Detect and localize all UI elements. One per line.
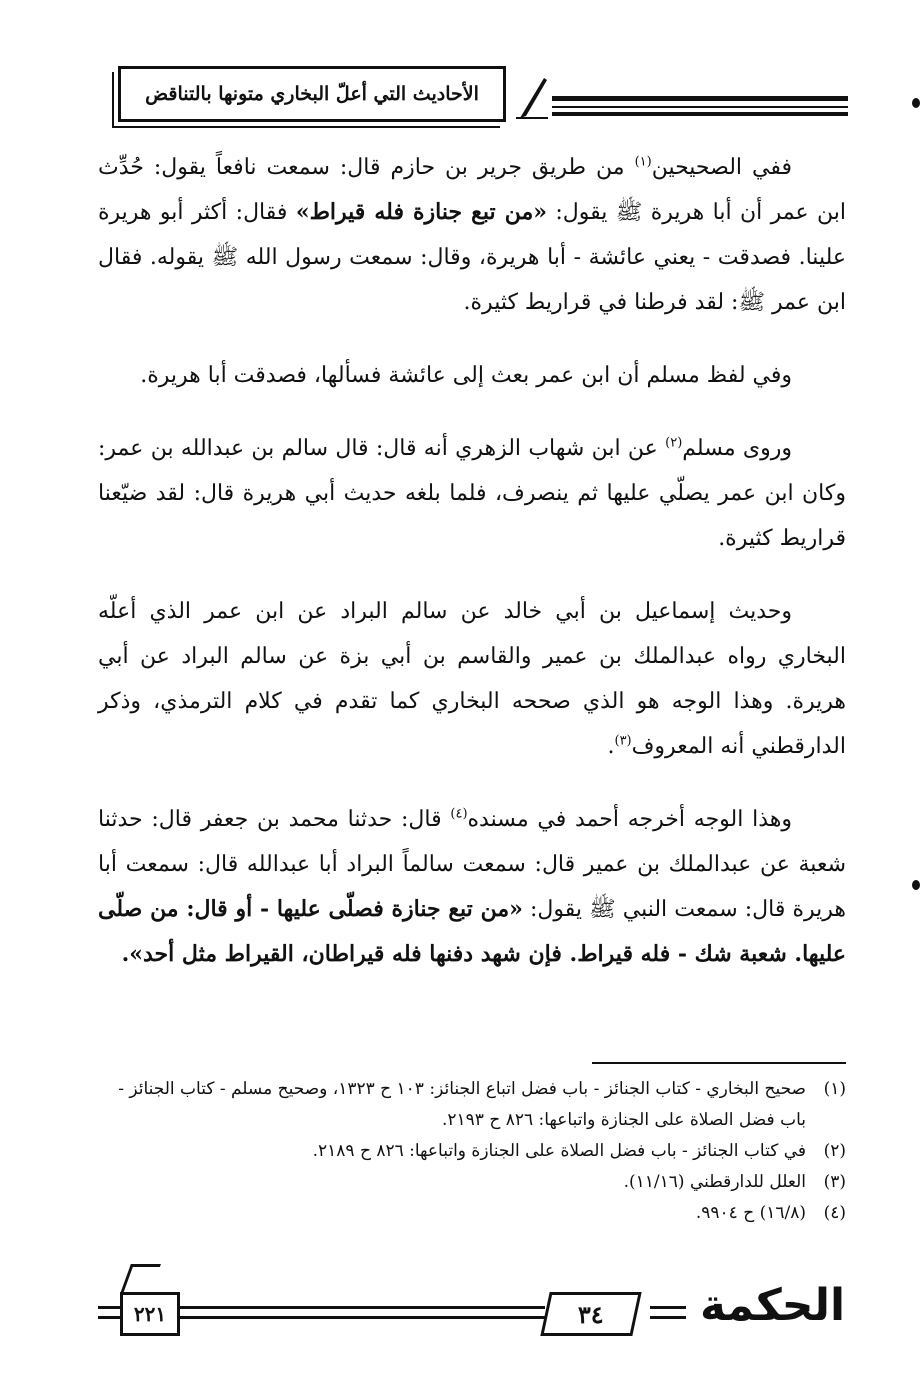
running-header-title: الأحاديث التي أعلّ البخاري متونها بالتناقض [118,66,506,122]
footnote-number: (١) [823,1079,846,1099]
footnote [98,1136,846,1167]
footer-rule-mid [180,1306,545,1309]
page-number: ٢٢١ [120,1292,180,1336]
header-rule-thin [552,106,848,108]
footer-rule-left [98,1306,120,1309]
main-text [98,145,846,1005]
footnote-number: (٤) [823,1203,846,1223]
footnote-text: في كتاب الجنائز - باب فضل الصلاة على الجنازة واتباعها: ٨٢٦ ح ٢١٨٩. [312,1141,806,1161]
paragraph: وروى مسلم$^{(٢)}$ عن ابن شهاب الزهري أنه قال: قال سالم بن عبدالله بن عمر: وكان ابن عمر يصلّي عليها ثم ينصرف، فلما بلغه حديث أبي هريرة قال: لقد ضيّعنا قراريط كثيرة. [98,435,846,551]
paragraph: ففي الصحيحين$^{(١)}$ من طريق جرير بن حازم قال: سمعت نافعاً يقول: حُدِّث ابن عمر أن أبا هريرة ﷺ يقول: «من تبع جنازة فله قيراط» فقال: أكثر أبو هريرة علينا. فصدقت - يعني عائشة - أبا هريرة، وقال: سمعت رسول الله ﷺ يقوله. فقال ابن عمر ﷺ: لقد فرطنا في قراريط كثيرة. [98,154,847,315]
footnote-number: (٢) [823,1141,846,1161]
paragraph: وحديث إسماعيل بن أبي خالد عن سالم البراد عن ابن عمر الذي أعلّه البخاري رواه عبدالملك بن عمير والقاسم بن أبي بزة عن سالم البراد عن أبي هريرة. وهذا الوجه هو الذي صححه البخاري كما تقدم في كلام الترمذي، وذكر الدارقطني أنه المعروف$^{(٣)}$. [98,599,846,759]
footer-rule-right-2 [650,1316,686,1319]
footnote-number: (٣) [823,1172,846,1192]
footer-rule-left-2 [98,1316,120,1319]
header-rule-lower [552,112,848,116]
footnote-text: (١٦/٨) ح ٩٩٠٤. [695,1203,806,1223]
footnote [98,1167,846,1198]
paragraph: وفي لفظ مسلم أن ابن عمر بعث إلى عائشة فسألها، فصدقت أبا هريرة. [140,363,792,388]
issue-number-box [540,1292,641,1336]
issue-number: ٣٤ [578,1299,604,1329]
margin-mark [912,98,920,108]
footnote-text: صحيح البخاري - كتاب الجنائز - باب فضل اتباع الجنائز: ١٠٣ ح ١٣٢٣، وصحيح مسلم - كتاب الجنائز - باب فضل الصلاة على الجنازة واتباعها: ٨٢٦ ح ٢١٩٣. [118,1079,806,1130]
paragraph: وهذا الوجه أخرجه أحمد في مسنده$^{(٤)}$ قال: حدثنا محمد بن جعفر قال: حدثنا شعبة عن عبدالملك بن عمير قال: سمعت سالماً البراد أبا عبدالله قال: سمعت أبا هريرة قال: سمعت النبي ﷺ يقول: «من تبع جنازة فصلّى عليها - أو قال: من صلّى عليها. شعبة شك - فله قيراط. فإن شهد دفنها فله قيراطان، القيراط مثل أحد». [98,806,846,967]
page-box-fold [120,1264,161,1294]
footnote [98,1198,846,1229]
footnote [98,1074,846,1136]
footnote-text: العلل للدارقطني (١١/١٦). [623,1172,806,1192]
margin-mark [912,880,920,890]
footnotes [98,1074,846,1229]
magazine-logo: الحكمة [700,1280,846,1331]
footer-rule-right [650,1306,686,1309]
quill-pen-icon [514,74,550,120]
footer-rule-mid-2 [180,1316,545,1319]
footnote-separator [592,1062,846,1064]
header-rule-thick [552,96,848,101]
